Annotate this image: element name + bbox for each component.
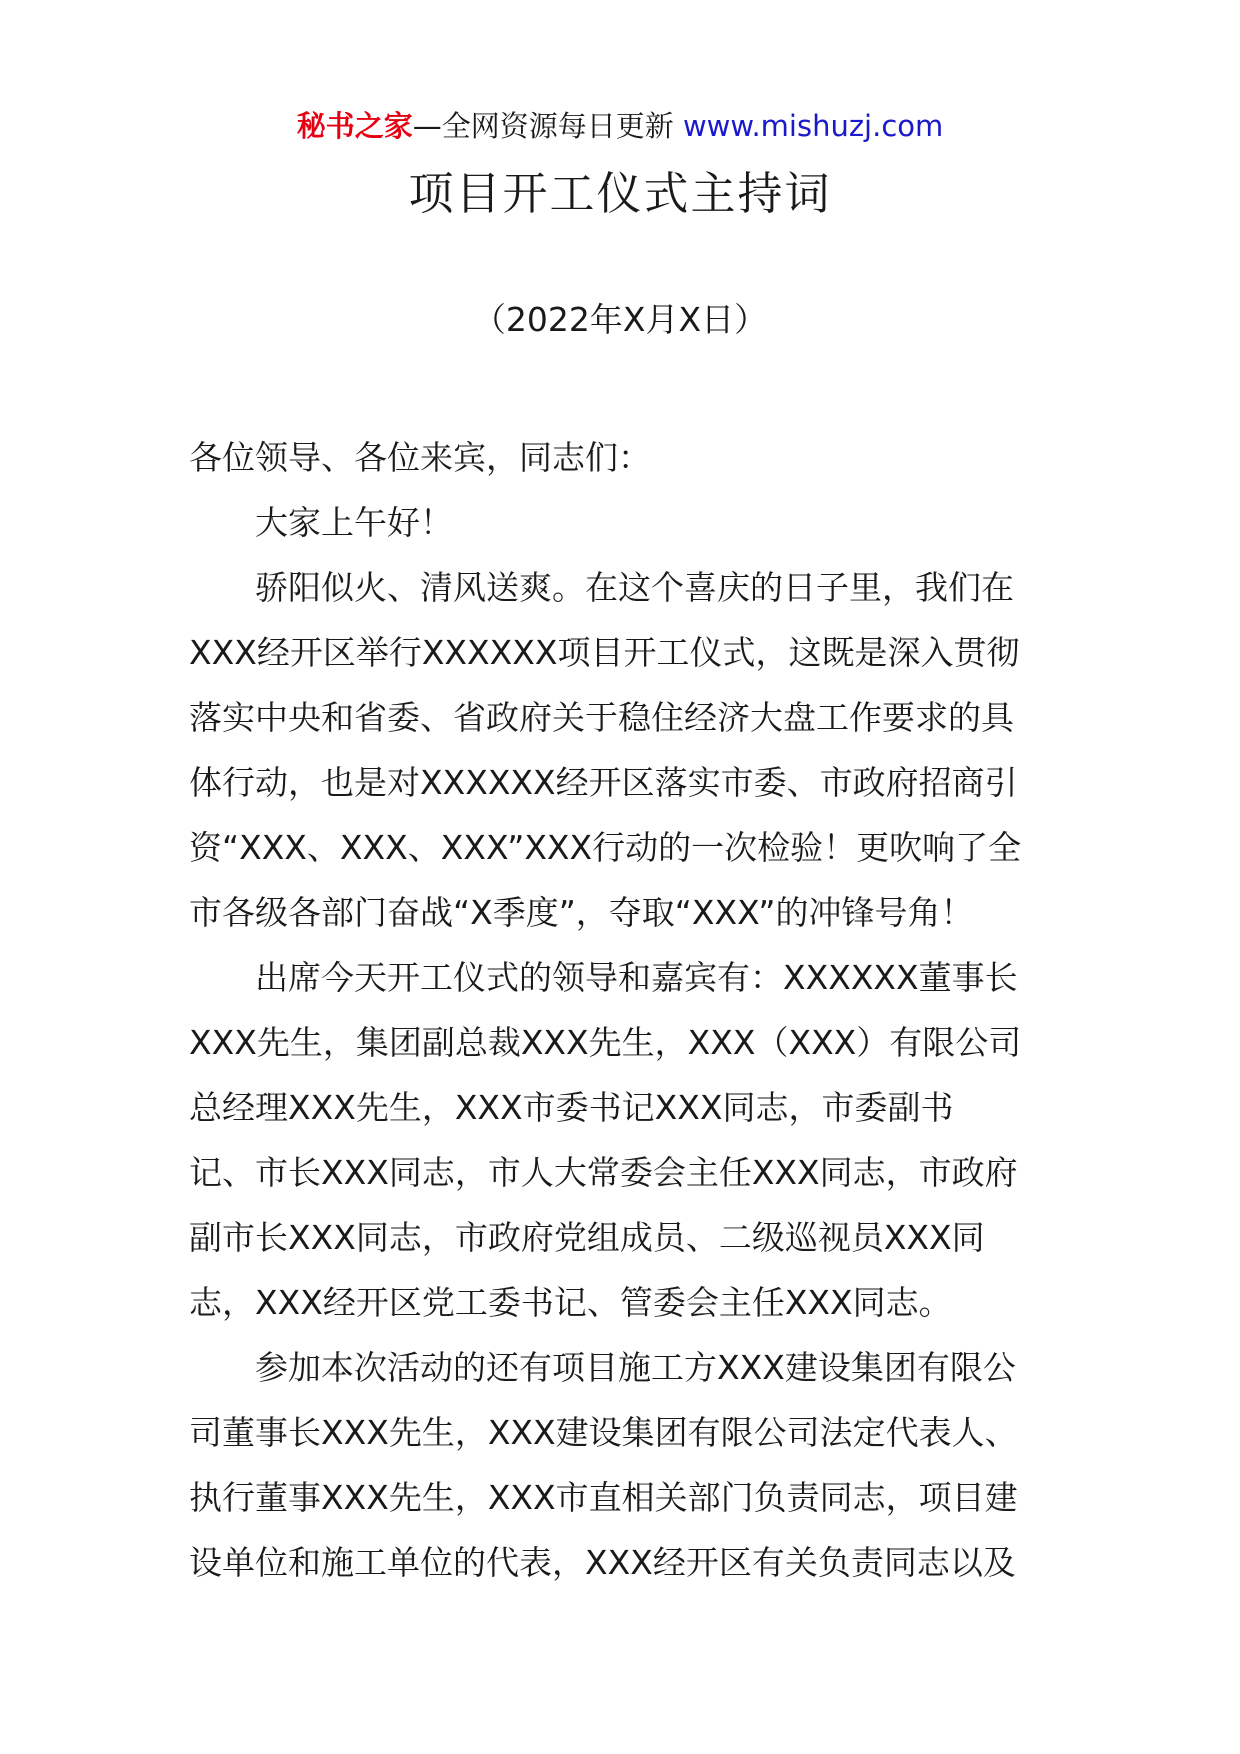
paragraph-line: 骄阳似火、清风送爽。在这个喜庆的日子里，我们在 (255, 568, 1014, 607)
paragraph-line: 大家上午好！ (255, 503, 453, 542)
paragraph-line: 出席今天开工仪式的领导和嘉宾有：XXXXXX董事长 (255, 958, 1018, 997)
paragraph-line: 市各级各部门奋战“X季度”，夺取“XXX”的冲锋号角！ (189, 893, 974, 932)
paragraph-line: 参加本次活动的还有项目施工方XXX建设集团有限公 (255, 1348, 1016, 1387)
paragraph-line: 志，XXX经开区党工委书记、管委会主任XXX同志。 (189, 1283, 952, 1322)
paragraph-line: XXX先生，集团副总裁XXX先生，XXX（XXX）有限公司 (189, 1023, 1022, 1062)
banner-tagline: —全网资源每日更新 (412, 109, 674, 143)
site-banner (0, 106, 1240, 146)
document-body (189, 425, 1051, 1595)
salutation-text: 各位领导、各位来宾，同志们： (189, 438, 651, 477)
paragraph-line: 执行董事XXX先生，XXX市直相关部门负责同志，项目建 (189, 1478, 1018, 1517)
paragraph-line: 体行动，也是对XXXXXX经开区落实市委、市政府招商引 (189, 763, 1018, 802)
paragraph-line: 总经理XXX先生，XXX市委书记XXX同志，市委副书 (189, 1088, 954, 1127)
paragraph-line: 落实中央和省委、省政府关于稳住经济大盘工作要求的具 (189, 698, 1014, 737)
paragraph-line: 记、市长XXX同志，市人大常委会主任XXX同志，市政府 (189, 1153, 1018, 1192)
paragraph-line: 副市长XXX同志，市政府党组成员、二级巡视员XXX同 (189, 1218, 985, 1257)
paragraph-opening (189, 555, 1051, 945)
paragraph-line: 司董事长XXX先生，XXX建设集团有限公司法定代表人、 (189, 1413, 1018, 1452)
site-url-link[interactable]: www.mishuzj.com (682, 109, 944, 143)
salutation (189, 425, 1051, 490)
paragraph-participants (189, 1335, 1051, 1595)
brand-name: 秘书之家 (296, 109, 413, 143)
document-title: 项目开工仪式主持词 (408, 167, 832, 220)
paragraph-attendees (189, 945, 1051, 1335)
document-date: （2022年X月X日） (472, 300, 768, 339)
paragraph-line: 设单位和施工单位的代表，XXX经开区有关负责同志以及 (189, 1543, 1016, 1582)
paragraph-greeting (189, 490, 1051, 555)
paragraph-line: 资“XXX、XXX、XXX”XXX行动的一次检验！更吹响了全 (189, 828, 1022, 867)
paragraph-line: XXX经开区举行XXXXXX项目开工仪式，这既是深入贯彻 (189, 633, 1020, 672)
